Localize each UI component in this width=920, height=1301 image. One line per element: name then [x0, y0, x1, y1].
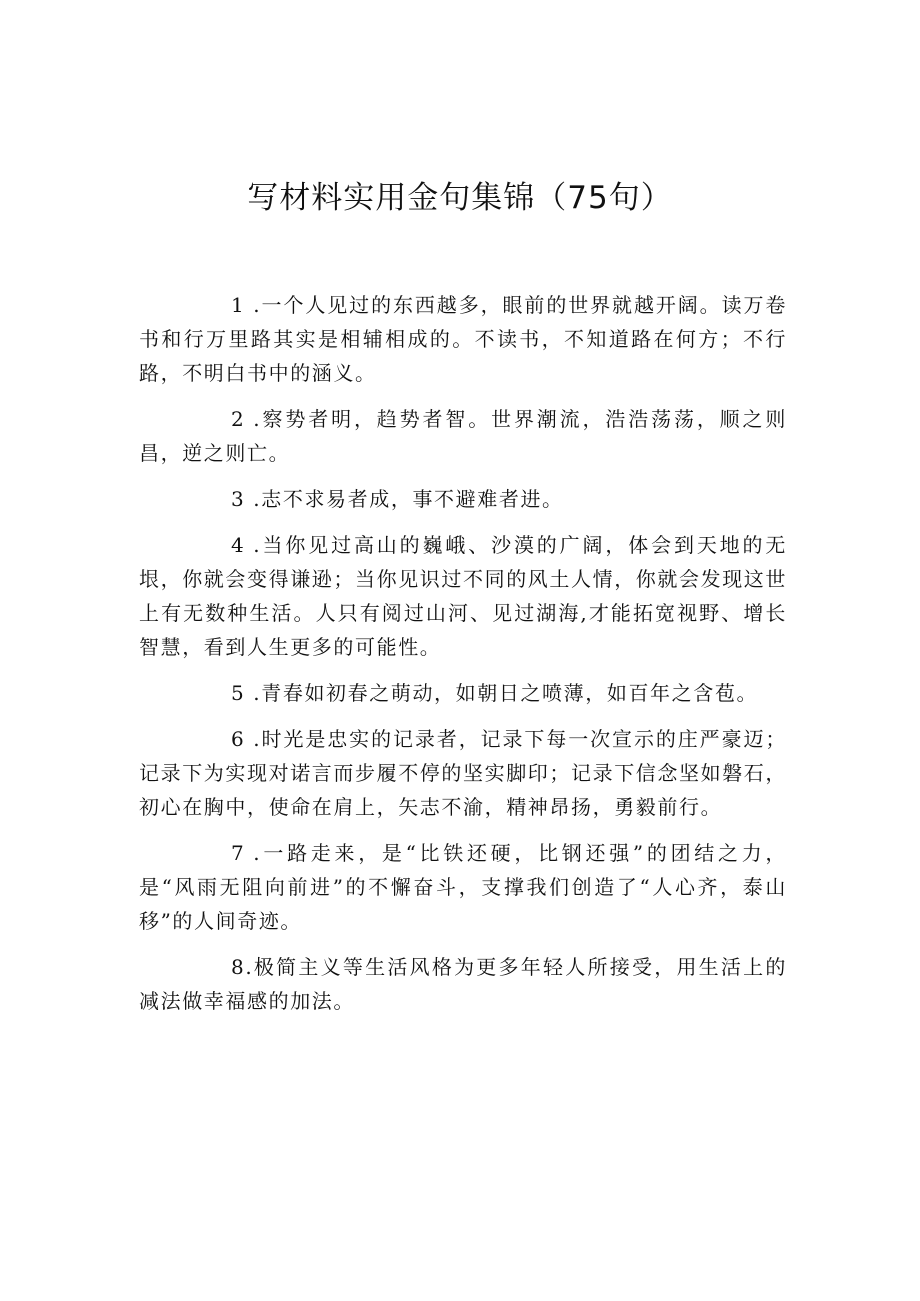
quote-number: 7 .: [231, 841, 262, 865]
quote-item-1: [139, 288, 787, 390]
quote-text: 察势者明，趋势者智。世界潮流，浩浩荡荡，顺之则昌，逆之则亡。: [139, 407, 787, 465]
quote-item-3: [139, 482, 787, 516]
quote-text: 当你见过高山的巍峨、沙漠的广阔，体会到天地的无垠，你就会变得谦逊；当你见识过不同的风土人情，你就会发现这世上有无数种生活。人只有阅过山河、见过湖海,才能拓宽视野、增长智慧，看到人生更多的可能性。: [139, 533, 787, 659]
quote-item-7: [139, 836, 787, 938]
quote-number: 4 .: [231, 533, 262, 557]
quote-text: 志不求易者成，事不避难者进。: [261, 487, 564, 511]
quote-text: 极简主义等生活风格为更多年轻人所接受，用生活上的减法做幸福感的加法。: [139, 955, 787, 1013]
quote-item-4: [139, 528, 787, 664]
quote-item-6: [139, 722, 787, 824]
quote-item-8: [139, 950, 787, 1018]
quote-text: 一路走来，是“比铁还硬，比钢还强”的团结之力，是“风雨无阻向前进”的不懈奋斗，支撑我们创造了“人心齐，泰山移”的人间奇迹。: [139, 841, 787, 933]
quote-list: [139, 288, 787, 1030]
quote-text: 时光是忠实的记录者，记录下每一次宣示的庄严豪迈；记录下为实现对诺言而步履不停的坚实脚印；记录下信念坚如磐石，初心在胸中，使命在肩上，矢志不渝，精神昂扬，勇毅前行。: [139, 727, 787, 819]
quote-text: 青春如初春之萌动，如朝日之喷薄，如百年之含苞。: [261, 681, 759, 705]
quote-item-5: [139, 676, 787, 710]
quote-number: 6 .: [231, 727, 262, 751]
quote-number: 8.: [231, 955, 254, 979]
quote-number: 1 .: [231, 293, 262, 317]
quote-text: 一个人见过的东西越多，眼前的世界就越开阔。读万卷书和行万里路其实是相辅相成的。不读书，不知道路在何方；不行路，不明白书中的涵义。: [139, 293, 787, 385]
quote-number: 2 .: [231, 407, 262, 431]
document-title: 写材料实用金句集锦（75句）: [247, 180, 673, 216]
quote-number: 3 .: [231, 487, 262, 511]
quote-item-2: [139, 402, 787, 470]
quote-number: 5 .: [231, 681, 262, 705]
